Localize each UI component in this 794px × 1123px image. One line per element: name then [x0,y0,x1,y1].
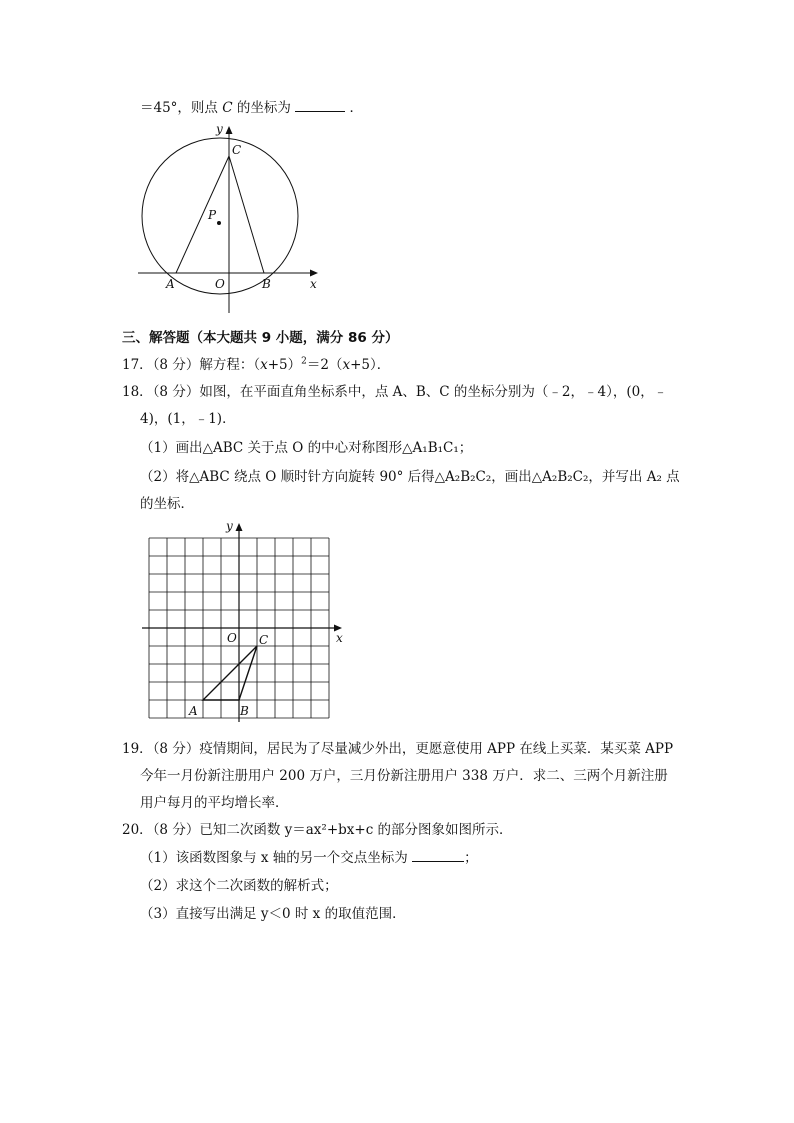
section3-title: 三、解答题（本大题共 9 小题，满分 86 分） [122,330,399,346]
fig1-label-o: O [215,277,225,291]
q19-text-line1: 疫情期间，居民为了尽量减少外出，更愿意使用 APP 在线上买菜．某买菜 APP [199,741,674,757]
figure2-grid-diagram [138,516,354,724]
fig2-triangle-abc [203,646,257,700]
fig1-segment-ca [176,156,229,273]
q18-line1 [122,380,667,400]
fig1-segment-cb [229,156,264,273]
q18-number: 18． [122,384,153,400]
fig1-circle [142,138,298,294]
fig2-y-arrow [236,523,243,531]
q20-score: （8 分） [152,822,200,838]
q19-line3: 用户每月的平均增长率． [140,795,289,811]
fig1-label-p: P [208,208,217,222]
q20-part3: （3）直接写出满足 y＜0 时 x 的取值范围． [140,906,406,922]
fig1-label-x: x [310,277,317,291]
fig2-label-c: C [259,633,269,647]
q19-line2: 今年一月份新注册用户 200 万户，三月份新注册用户 338 万户．求二、三两个月新注册 [140,768,668,784]
fig1-y-arrow [226,126,233,134]
q16-suffix: 的坐标为 [232,100,291,116]
fig1-label-c: C [232,143,242,157]
q18-part1: （1）画出△ABC 关于点 O 的中心对称图形△A₁B₁C₁； [140,440,473,456]
q18-score: （8 分） [152,384,200,400]
q17-line [122,353,390,373]
q17-exp: 2 [301,356,307,367]
figure1-circle-diagram [130,118,330,318]
q16-prefix: ＝45°，则点 [140,100,223,116]
q19-number: 19． [122,741,153,757]
q17-x2: x [342,357,351,373]
q17-text1: 解方程：（ [199,357,261,373]
q17-number: 17． [122,357,153,373]
q20-text-line1: 已知二次函数 y＝ax²+bx+c 的部分图象如图所示． [199,822,513,838]
q17-text2: +5） [267,357,302,373]
fig2-label-y: y [226,519,233,533]
q16-tail-line [140,96,363,116]
q20-answer-blank[interactable] [412,849,464,862]
q20-number: 20． [122,822,153,838]
q20-part1-line [140,846,478,866]
q20-part1-end: ； [464,850,478,866]
q17-text3: ＝2（ [306,357,343,373]
fig2-label-a: A [189,704,198,718]
fig1-x-arrow [310,270,318,277]
fig1-label-b: B [262,277,271,291]
q18-text-line1: 如图，在平面直角坐标系中，点 A、B、C 的坐标分别为（﹣2，﹣4），(0，﹣ [199,384,668,400]
fig1-point-p [217,221,221,225]
q17-x1: x [260,357,268,373]
fig1-label-a: A [166,277,175,291]
fig2-label-x: x [336,631,343,645]
q16-answer-blank[interactable] [295,99,345,112]
fig2-label-b: B [240,704,249,718]
fig2-label-o: O [227,631,237,645]
q16-var-c: C [222,100,233,116]
q17-text4: +5）． [350,357,391,373]
q20-part1: （1）该函数图象与 x 轴的另一个交点坐标为 [140,850,408,866]
q18-part2b: 的坐标． [140,496,194,512]
q18-line2: 4)，(1，﹣1)． [140,411,236,427]
q16-end: ． [349,100,363,116]
q20-part2: （2）求这个二次函数的解析式； [140,878,338,894]
q19-score: （8 分） [152,741,200,757]
q17-score: （8 分） [152,357,200,373]
q20-line1 [122,818,513,838]
q19-line1 [122,737,673,757]
q18-part2a: （2）将△ABC 绕点 O 顺时针方向旋转 90° 后得△A₂B₂C₂，画出△A₂B₂C₂，并写出 A₂ 点 [140,469,680,485]
fig1-label-y: y [216,122,223,136]
